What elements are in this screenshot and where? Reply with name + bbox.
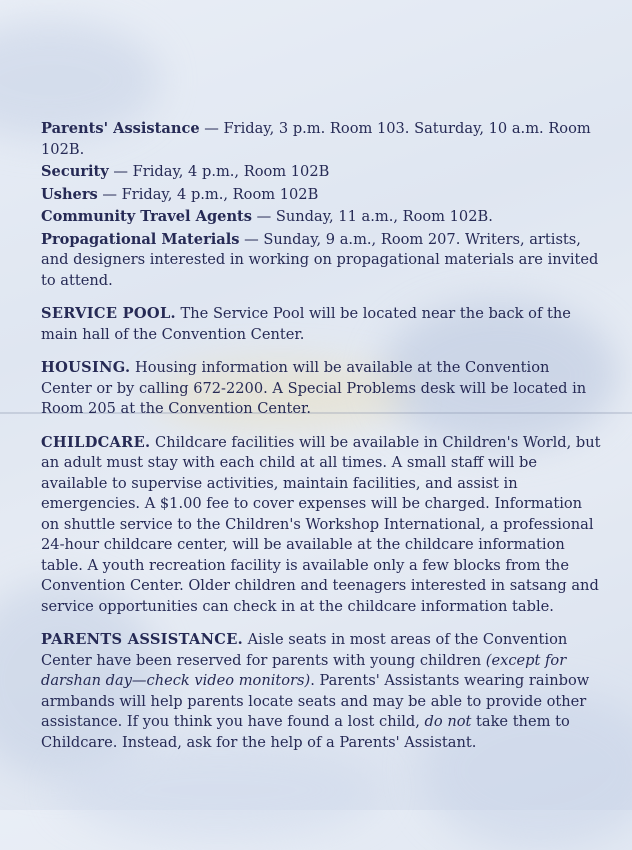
- meeting-parents-assistance: [41, 119, 601, 160]
- section-body: Childcare facilities will be available in Children's World, but an adult must stay with each child at all times. A small staff will be available to supervise activities, maintain facilities, and assist in emergencies. A $1.00 fee to cover expenses will be charged. Information on shuttle service to the Children's Workshop International, a professional 24-hour childcare center, will be available at the childcare information table. A youth recreation facility is available only a few blocks from the Convention Center. Older children and teenagers interested in satsang and service opportunities can check in at the childcare information table.: [41, 433, 601, 615]
- section-body-emphasis: do not: [424, 713, 472, 730]
- meeting-details: — Sunday, 11 a.m., Room 102B.: [252, 208, 493, 225]
- meeting-community-travel-agents: [41, 207, 601, 228]
- section-heading: CHILDCARE.: [41, 433, 151, 451]
- section-service-pool: [41, 304, 601, 345]
- section-body: The Service Pool will be located near the back of the main hall of the Convention Center.: [41, 305, 571, 343]
- meeting-label: Parents' Assistance: [41, 120, 200, 137]
- meeting-label: Propagational Materials: [41, 230, 240, 248]
- meeting-propagational-materials: [41, 230, 601, 292]
- section-body: take them to Childcare. Instead, ask for the help of a Parents' Assistant.: [41, 713, 570, 751]
- meeting-label: Security: [41, 163, 109, 180]
- section-parents-assistance: [41, 630, 601, 753]
- meeting-details: — Friday, 3 p.m. Room 103. Saturday, 10 a.m. Room 102B.: [41, 120, 591, 158]
- meeting-label: Community Travel Agents: [41, 208, 253, 225]
- section-heading: PARENTS ASSISTANCE.: [41, 631, 243, 648]
- background-cloud: [60, 740, 380, 840]
- meeting-ushers: [41, 185, 601, 206]
- meeting-details: — Friday, 4 p.m., Room 102B: [108, 163, 330, 180]
- meeting-label: Ushers: [41, 185, 98, 203]
- document-body: [41, 119, 601, 753]
- section-body: . Parents' Assistants wearing rainbow armbands will help parents locate seats and may be able to provide other assistance. If you think you have found a lost child,: [41, 672, 590, 730]
- meeting-security: [41, 162, 601, 183]
- section-childcare: [41, 433, 601, 618]
- section-heading: HOUSING.: [41, 359, 131, 376]
- section-body-italic: (except for darshan day—check video monitors): [41, 651, 567, 689]
- section-housing: [41, 358, 601, 420]
- section-body: Aisle seats in most areas of the Convention Center have been reserved for parents with young children: [41, 631, 568, 669]
- section-heading: SERVICE POOL.: [41, 305, 176, 322]
- meeting-details: — Friday, 4 p.m., Room 102B: [97, 185, 319, 203]
- meeting-details: — Sunday, 9 a.m., Room 207. Writers, artists, and designers interested in working on propagational materials are invited to attend.: [41, 230, 599, 289]
- section-body: Housing information will be available at the Convention Center or by calling 672-2200. A Special Problems desk will be located in Room 205 at the Convention Center.: [41, 359, 587, 417]
